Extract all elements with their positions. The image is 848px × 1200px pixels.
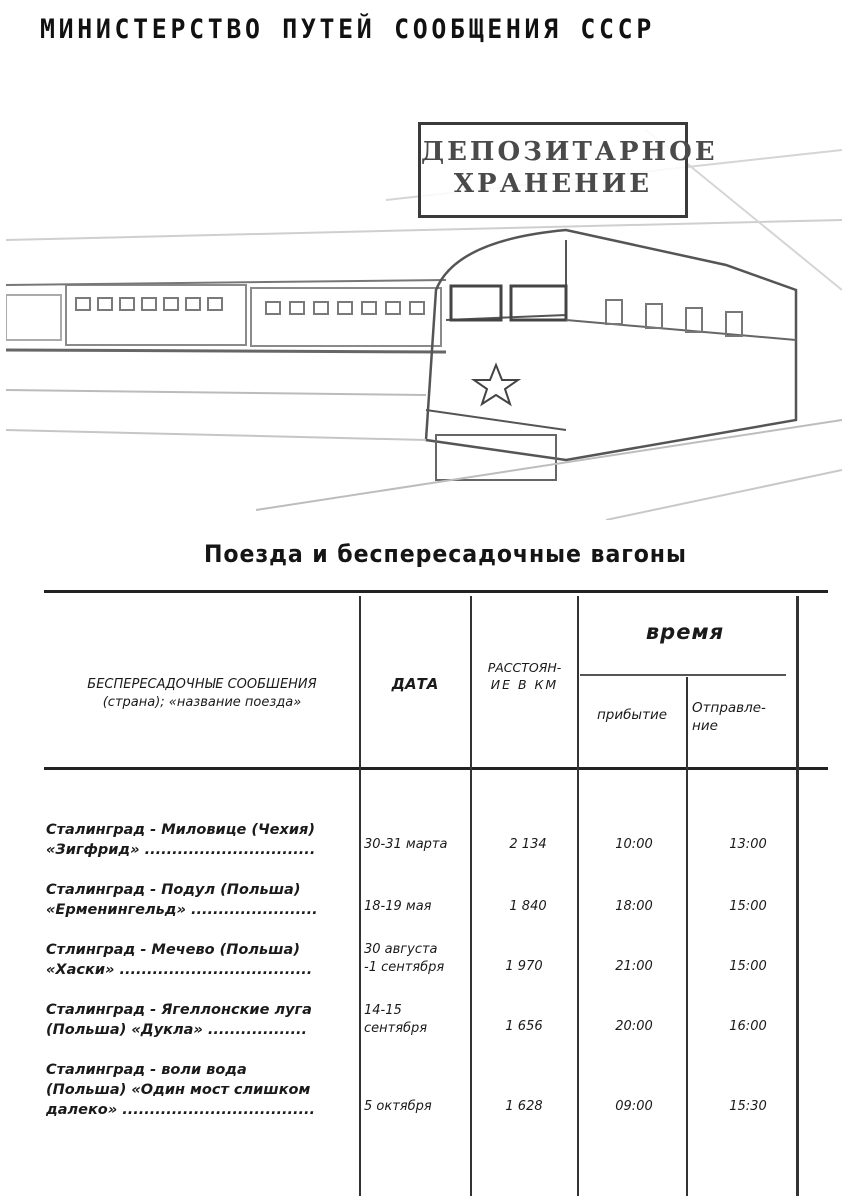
table-row-arrival: 21:00 (615, 959, 653, 974)
stamp-line-2: ХРАНЕНИЕ (453, 169, 653, 199)
col-divider-3 (577, 596, 579, 1196)
table-row-distance: 2 134 (509, 837, 547, 852)
header-distance: РАССТОЯН- ИЕ В КМ (487, 660, 562, 692)
header-connections-line1: БЕСПЕРЕСАДОЧНЫЕ СООБШЕНИЯ (87, 677, 317, 692)
depository-stamp (418, 122, 718, 218)
table-row-distance: 1 628 (505, 1099, 543, 1114)
ministry-title: МИНИСТЕРСТВО ПУТЕЙ СООБЩЕНИЯ СССР (40, 14, 655, 45)
table-row-departure: 15:00 (729, 899, 767, 914)
stamp-line-1: ДЕПОЗИТАРНОЕ (421, 137, 718, 167)
header-connections (44, 676, 360, 711)
table-row-departure: 16:00 (729, 1019, 767, 1034)
table-row-arrival: 09:00 (615, 1099, 653, 1114)
table-row-departure: 15:00 (729, 959, 767, 974)
table-row-distance: 1 656 (505, 1019, 543, 1034)
header-time: время (645, 620, 725, 644)
table-row-arrival: 10:00 (615, 837, 653, 852)
table-row-distance: 1 970 (505, 959, 543, 974)
header-arrival: прибытие (596, 707, 668, 723)
time-subheader-rule (580, 674, 786, 676)
table-row-date: 18-19 мая (364, 899, 432, 914)
section-title: Поезда и беспересадочные вагоны (204, 540, 687, 568)
table-row-route: Сталинград - Миловице (Чехия) «Зигфрид» ............................... (46, 822, 316, 858)
table-header-rule (44, 767, 828, 770)
table-row-distance: 1 840 (509, 899, 547, 914)
table-row-arrival: 20:00 (615, 1019, 653, 1034)
header-date: ДАТА (391, 675, 439, 693)
table-row-date: 30 августа -1 сентября (364, 942, 445, 975)
table-row-route: Стлинград - Мечево (Польша) «Хаски» ................................... (46, 942, 313, 978)
col-divider-4 (686, 677, 688, 1196)
table-row-route: Сталинград - Ягеллонские луга (Польша) «Дукла» .................. (46, 1002, 312, 1038)
table-row-date: 5 октября (364, 1099, 432, 1114)
table-top-rule (44, 590, 828, 593)
table-row-departure: 15:30 (729, 1099, 767, 1114)
table-row-route: Сталинград - Подул (Польша) «Ерменингельд» ....................... (46, 882, 318, 918)
table-row-departure: 13:00 (729, 837, 767, 852)
table-row-date: 30-31 марта (364, 837, 448, 852)
table-row-route: Сталинград - воли вода (Польша) «Один мост слишком далеко» ................................... (46, 1062, 316, 1118)
header-connections-line2: (страна); «название поезда» (102, 694, 302, 710)
table-row-arrival: 18:00 (615, 899, 653, 914)
table-row-date: 14-15 сентября (364, 1003, 428, 1036)
header-departure: Отправле- ние (692, 700, 766, 735)
